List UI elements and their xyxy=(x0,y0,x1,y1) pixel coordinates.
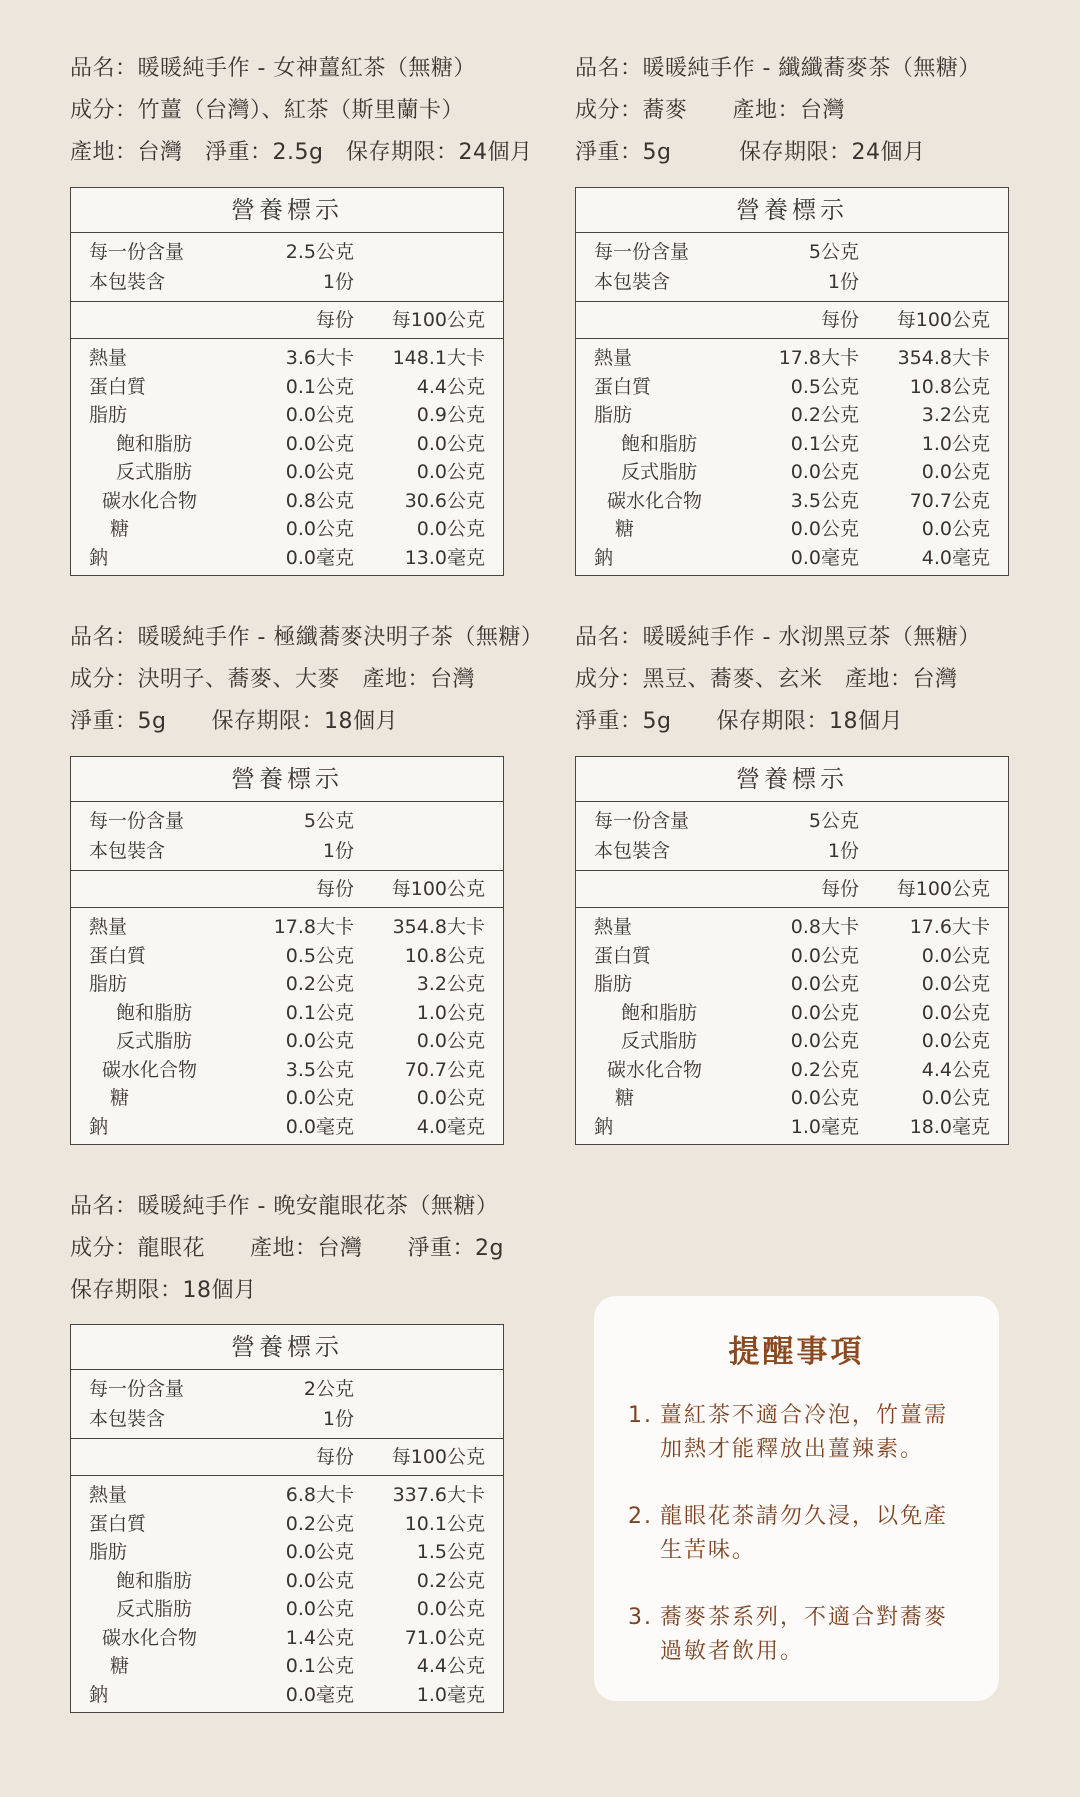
nutrient-row-trans-fat xyxy=(89,1595,485,1624)
servings-per-pack-value: 1份 xyxy=(827,840,859,862)
per-serving-value: 0.0公克 xyxy=(285,518,354,540)
nutrient-label: 蛋白質 xyxy=(89,1512,147,1535)
product-weight-shelf-life-line: 淨重：5g 保存期限：18個月 xyxy=(70,709,398,734)
per-serving-value: 17.8大卡 xyxy=(273,916,354,938)
nutrient-row-sugar xyxy=(89,1084,485,1113)
nutrient-label: 蛋白質 xyxy=(89,375,147,398)
servings-per-pack-row xyxy=(89,267,485,297)
reminder-item-text: 蕎麥茶系列，不適合對蕎麥過敏者飲用。 xyxy=(660,1605,949,1664)
nutrient-row-energy xyxy=(89,344,485,373)
per-serving-value: 0.1公克 xyxy=(285,1655,354,1677)
per-serving-value: 0.1公克 xyxy=(285,375,354,398)
serving-info xyxy=(576,233,1008,302)
product-info-cassia-buckwheat-tea xyxy=(70,617,544,743)
product-name-line: 品名：暖暖純手作 - 晚安龍眼花茶（無糖） xyxy=(70,1194,499,1219)
product-ingredients-line: 成分：竹薑（台灣）、紅茶（斯里蘭卡） xyxy=(70,98,465,123)
per-100g-value: 0.0公克 xyxy=(921,973,990,995)
nutrition-column-headers xyxy=(71,302,503,339)
per-100g-value: 71.0公克 xyxy=(404,1626,485,1649)
per-serving-value: 0.5公克 xyxy=(285,944,354,967)
per-100g-value: 0.0公克 xyxy=(921,944,990,967)
per-100g-value: 337.6大卡 xyxy=(392,1484,485,1506)
nutrient-label: 熱量 xyxy=(89,916,128,938)
serving-size-value: 2.5公克 xyxy=(285,241,354,263)
serving-info xyxy=(71,233,503,302)
reminder-list xyxy=(628,1399,999,1669)
servings-per-pack-label: 本包裝含 xyxy=(89,1408,166,1430)
per-100g-value: 4.4公克 xyxy=(921,1058,990,1081)
servings-per-pack-value: 1份 xyxy=(322,1408,354,1430)
per-100g-value: 4.0毫克 xyxy=(921,546,990,569)
reminder-item-number: 2. xyxy=(628,1504,653,1529)
nutrient-rows xyxy=(576,908,1008,1144)
nutrient-label: 碳水化合物 xyxy=(102,489,198,512)
nutrient-label: 碳水化合物 xyxy=(607,489,703,512)
nutrient-row-trans-fat xyxy=(89,458,485,487)
product-weight-shelf-life-line: 淨重：5g 保存期限：18個月 xyxy=(575,709,903,734)
per-serving-value: 0.0公克 xyxy=(790,973,859,995)
nutrient-label: 熱量 xyxy=(89,347,128,369)
nutrient-row-protein xyxy=(594,942,990,971)
nutrient-label: 飽和脂肪 xyxy=(621,432,698,455)
product-info-buckwheat-tea xyxy=(575,48,1035,174)
product-info-longan-flower-tea xyxy=(70,1186,530,1312)
nutrient-label: 飽和脂肪 xyxy=(116,1569,193,1592)
per-serving-header: 每份 xyxy=(820,878,859,900)
serving-size-label: 每一份含量 xyxy=(89,241,185,263)
product-origin-weight-line: 產地：台灣 淨重：2.5g 保存期限：24個月 xyxy=(70,140,533,165)
per-100g-value: 0.0公克 xyxy=(416,461,485,483)
nutrient-row-trans-fat xyxy=(594,458,990,487)
per-100g-value: 0.0公克 xyxy=(416,432,485,455)
nutrient-rows xyxy=(71,339,503,575)
nutrient-row-sugar xyxy=(594,515,990,544)
nutrient-label: 脂肪 xyxy=(594,973,633,995)
per-100g-value: 3.2公克 xyxy=(416,973,485,995)
per-serving-value: 0.0公克 xyxy=(790,461,859,483)
serving-size-label: 每一份含量 xyxy=(89,1378,185,1400)
reminder-item xyxy=(628,1500,999,1568)
per-100g-value: 1.0毫克 xyxy=(416,1683,485,1706)
per-serving-value: 0.5公克 xyxy=(790,375,859,398)
per-100g-value: 10.8公克 xyxy=(909,375,990,398)
per-serving-value: 0.0公克 xyxy=(285,1569,354,1592)
per-serving-value: 0.2公克 xyxy=(790,404,859,426)
per-serving-value: 0.0毫克 xyxy=(285,1683,354,1706)
nutrient-row-saturated-fat xyxy=(89,430,485,459)
servings-per-pack-value: 1份 xyxy=(827,271,859,293)
reminder-item-text: 薑紅茶不適合冷泡，竹薑需加熱才能釋放出薑辣素。 xyxy=(660,1403,949,1462)
per-serving-value: 0.0公克 xyxy=(285,1030,354,1052)
per-100g-value: 0.0公克 xyxy=(416,1030,485,1052)
serving-size-row xyxy=(89,237,485,267)
per-100g-value: 354.8大卡 xyxy=(897,347,990,369)
nutrient-row-fat xyxy=(89,1538,485,1567)
per-100g-header: 每100公克 xyxy=(391,878,485,900)
servings-per-pack-row xyxy=(89,1404,485,1434)
nutrition-table-title: 營養標示 xyxy=(71,1325,503,1370)
product-name-line: 品名：暖暖純手作 - 極纖蕎麥決明子茶（無糖） xyxy=(70,625,544,650)
nutrition-table-title: 營養標示 xyxy=(576,188,1008,233)
nutrient-row-energy xyxy=(594,913,990,942)
nutrient-row-fat xyxy=(89,401,485,430)
nutrient-label: 糖 xyxy=(110,1655,130,1677)
nutrient-row-carbohydrate xyxy=(594,1056,990,1085)
per-serving-value: 3.5公克 xyxy=(790,489,859,512)
serving-size-label: 每一份含量 xyxy=(594,241,690,263)
nutrient-row-trans-fat xyxy=(89,1027,485,1056)
per-100g-value: 10.8公克 xyxy=(404,944,485,967)
nutrient-label: 反式脂肪 xyxy=(621,461,698,483)
nutrition-table-longan-flower-tea xyxy=(70,1324,504,1713)
nutrient-row-protein xyxy=(89,1510,485,1539)
per-serving-value: 0.1公克 xyxy=(790,432,859,455)
per-serving-value: 0.0公克 xyxy=(790,518,859,540)
nutrition-table-buckwheat-tea xyxy=(575,187,1009,576)
product-name-line: 品名：暖暖純手作 - 水沏黑豆茶（無糖） xyxy=(575,625,981,650)
reminder-title: 提醒事項 xyxy=(728,1334,865,1370)
serving-size-value: 2公克 xyxy=(303,1378,354,1400)
nutrient-row-protein xyxy=(594,373,990,402)
per-serving-value: 3.6大卡 xyxy=(285,347,354,369)
per-serving-value: 0.0毫克 xyxy=(285,546,354,569)
per-100g-value: 1.5公克 xyxy=(416,1541,485,1563)
nutrient-row-energy xyxy=(89,1481,485,1510)
servings-per-pack-label: 本包裝含 xyxy=(594,271,671,293)
per-100g-value: 4.4公克 xyxy=(416,375,485,398)
servings-per-pack-row xyxy=(594,836,990,866)
nutrient-row-saturated-fat xyxy=(89,1567,485,1596)
per-100g-value: 0.0公克 xyxy=(921,1030,990,1052)
per-100g-value: 354.8大卡 xyxy=(392,916,485,938)
nutrient-row-sodium xyxy=(89,544,485,573)
nutrient-label: 糖 xyxy=(615,518,635,540)
servings-per-pack-label: 本包裝含 xyxy=(89,840,166,862)
product-name-line: 品名：暖暖純手作 - 纖纖蕎麥茶（無糖） xyxy=(575,56,981,81)
per-serving-header: 每份 xyxy=(315,309,354,331)
serving-size-label: 每一份含量 xyxy=(594,810,690,832)
per-100g-value: 1.0公克 xyxy=(416,1001,485,1024)
per-serving-header: 每份 xyxy=(820,309,859,331)
servings-per-pack-value: 1份 xyxy=(322,840,354,862)
nutrient-label: 鈉 xyxy=(89,546,109,569)
nutrient-label: 熱量 xyxy=(594,347,633,369)
serving-size-row xyxy=(594,806,990,836)
per-100g-value: 10.1公克 xyxy=(404,1512,485,1535)
serving-size-value: 5公克 xyxy=(303,810,354,832)
serving-size-value: 5公克 xyxy=(808,241,859,263)
per-serving-value: 0.1公克 xyxy=(285,1001,354,1024)
servings-per-pack-label: 本包裝含 xyxy=(594,840,671,862)
nutrient-label: 反式脂肪 xyxy=(116,1030,193,1052)
nutrient-label: 碳水化合物 xyxy=(607,1058,703,1081)
nutrient-row-fat xyxy=(89,970,485,999)
servings-per-pack-label: 本包裝含 xyxy=(89,271,166,293)
per-serving-value: 0.0公克 xyxy=(790,1030,859,1052)
per-serving-value: 0.2公克 xyxy=(285,1512,354,1535)
reminder-item xyxy=(628,1601,999,1669)
nutrient-row-protein xyxy=(89,942,485,971)
per-100g-value: 0.0公克 xyxy=(416,1598,485,1620)
per-100g-value: 0.0公克 xyxy=(416,518,485,540)
per-100g-value: 17.6大卡 xyxy=(909,916,990,938)
nutrient-row-sugar xyxy=(89,1652,485,1681)
nutrient-row-energy xyxy=(594,344,990,373)
per-serving-header: 每份 xyxy=(315,878,354,900)
nutrient-row-saturated-fat xyxy=(89,999,485,1028)
per-serving-value: 0.0公克 xyxy=(790,1001,859,1024)
nutrient-label: 反式脂肪 xyxy=(621,1030,698,1052)
per-100g-value: 148.1大卡 xyxy=(392,347,485,369)
per-serving-value: 0.0公克 xyxy=(285,1541,354,1563)
nutrient-label: 熱量 xyxy=(594,916,633,938)
nutrition-table-title: 營養標示 xyxy=(71,757,503,802)
product-ingredients-line: 成分：黑豆、蕎麥、玄米 產地：台灣 xyxy=(575,667,958,692)
nutrient-label: 脂肪 xyxy=(89,973,128,995)
nutrient-row-energy xyxy=(89,913,485,942)
nutrient-row-saturated-fat xyxy=(594,430,990,459)
nutrition-table-title: 營養標示 xyxy=(576,757,1008,802)
reminder-item-text: 龍眼花茶請勿久浸，以免產生苦味。 xyxy=(660,1504,949,1563)
nutrition-table-title: 營養標示 xyxy=(71,188,503,233)
nutrition-table-black-bean-tea xyxy=(575,756,1009,1145)
nutrient-rows xyxy=(576,339,1008,575)
nutrient-row-sodium xyxy=(89,1681,485,1710)
per-serving-value: 0.0公克 xyxy=(790,1087,859,1109)
per-100g-value: 3.2公克 xyxy=(921,404,990,426)
nutrient-rows xyxy=(71,1476,503,1712)
per-serving-header: 每份 xyxy=(315,1446,354,1468)
nutrition-table-cassia-buckwheat-tea xyxy=(70,756,504,1145)
per-serving-value: 1.0毫克 xyxy=(790,1115,859,1138)
nutrient-label: 飽和脂肪 xyxy=(116,432,193,455)
nutrient-label: 鈉 xyxy=(594,1115,614,1138)
nutrient-label: 熱量 xyxy=(89,1484,128,1506)
product-weight-shelf-life-line: 淨重：5g 保存期限：24個月 xyxy=(575,140,926,165)
nutrient-row-carbohydrate xyxy=(89,1056,485,1085)
per-serving-value: 0.0公克 xyxy=(285,1598,354,1620)
nutrient-row-carbohydrate xyxy=(89,487,485,516)
reminder-item-number: 3. xyxy=(628,1605,653,1630)
per-serving-value: 0.0公克 xyxy=(285,432,354,455)
per-serving-value: 6.8大卡 xyxy=(285,1484,354,1506)
per-100g-value: 30.6公克 xyxy=(404,489,485,512)
nutrient-row-carbohydrate xyxy=(594,487,990,516)
per-100g-header: 每100公克 xyxy=(391,1446,485,1468)
serving-info xyxy=(71,1370,503,1439)
serving-size-row xyxy=(89,806,485,836)
nutrient-row-sodium xyxy=(89,1113,485,1142)
per-100g-value: 0.0公克 xyxy=(921,1087,990,1109)
nutrition-column-headers xyxy=(71,871,503,908)
nutrient-label: 鈉 xyxy=(594,546,614,569)
nutrient-label: 糖 xyxy=(615,1087,635,1109)
nutrient-row-sugar xyxy=(89,515,485,544)
per-100g-value: 0.2公克 xyxy=(416,1569,485,1592)
nutrient-label: 脂肪 xyxy=(89,1541,128,1563)
nutrient-label: 碳水化合物 xyxy=(102,1058,198,1081)
product-shelf-life-line: 保存期限：18個月 xyxy=(70,1278,257,1303)
per-100g-value: 70.7公克 xyxy=(909,489,990,512)
product-ingredients-line: 成分：決明子、蕎麥、大麥 產地：台灣 xyxy=(70,667,476,692)
product-name-line: 品名：暖暖純手作 - 女神薑紅茶（無糖） xyxy=(70,56,476,81)
nutrition-column-headers xyxy=(576,871,1008,908)
nutrient-row-sodium xyxy=(594,544,990,573)
servings-per-pack-row xyxy=(89,836,485,866)
nutrient-label: 飽和脂肪 xyxy=(621,1001,698,1024)
product-info-black-bean-tea xyxy=(575,617,1035,743)
nutrition-table-ginger-black-tea xyxy=(70,187,504,576)
nutrient-label: 糖 xyxy=(110,1087,130,1109)
reminder-item xyxy=(628,1399,999,1467)
per-serving-value: 0.8公克 xyxy=(285,489,354,512)
serving-size-label: 每一份含量 xyxy=(89,810,185,832)
serving-info xyxy=(71,802,503,871)
per-100g-header: 每100公克 xyxy=(896,878,990,900)
nutrient-label: 脂肪 xyxy=(594,404,633,426)
per-serving-value: 1.4公克 xyxy=(285,1626,354,1649)
per-100g-value: 70.7公克 xyxy=(404,1058,485,1081)
nutrient-label: 脂肪 xyxy=(89,404,128,426)
nutrient-rows xyxy=(71,908,503,1144)
per-100g-value: 0.0公克 xyxy=(921,518,990,540)
nutrient-label: 蛋白質 xyxy=(89,944,147,967)
per-serving-value: 0.2公克 xyxy=(790,1058,859,1081)
per-serving-value: 17.8大卡 xyxy=(778,347,859,369)
nutrient-row-saturated-fat xyxy=(594,999,990,1028)
per-100g-value: 4.4公克 xyxy=(416,1655,485,1677)
per-serving-value: 0.8大卡 xyxy=(790,916,859,938)
nutrient-row-carbohydrate xyxy=(89,1624,485,1653)
per-serving-value: 0.0毫克 xyxy=(790,546,859,569)
serving-size-row xyxy=(89,1374,485,1404)
serving-info xyxy=(576,802,1008,871)
per-100g-value: 0.0公克 xyxy=(921,461,990,483)
nutrient-row-trans-fat xyxy=(594,1027,990,1056)
nutrient-row-sugar xyxy=(594,1084,990,1113)
serving-size-value: 5公克 xyxy=(808,810,859,832)
nutrient-label: 碳水化合物 xyxy=(102,1626,198,1649)
per-100g-header: 每100公克 xyxy=(896,309,990,331)
per-serving-value: 3.5公克 xyxy=(285,1058,354,1081)
per-100g-value: 0.0公克 xyxy=(921,1001,990,1024)
per-serving-value: 0.0公克 xyxy=(285,461,354,483)
per-100g-value: 18.0毫克 xyxy=(909,1115,990,1138)
per-serving-value: 0.0公克 xyxy=(285,404,354,426)
servings-per-pack-row xyxy=(594,267,990,297)
per-serving-value: 0.0公克 xyxy=(285,1087,354,1109)
nutrient-label: 反式脂肪 xyxy=(116,1598,193,1620)
product-ingredients-line: 成分：蕎麥 產地：台灣 xyxy=(575,98,846,123)
per-100g-value: 13.0毫克 xyxy=(404,546,485,569)
per-serving-value: 0.2公克 xyxy=(285,973,354,995)
per-serving-value: 0.0公克 xyxy=(790,944,859,967)
per-serving-value: 0.0毫克 xyxy=(285,1115,354,1138)
nutrient-row-protein xyxy=(89,373,485,402)
product-info-ginger-black-tea xyxy=(70,48,533,174)
nutrient-label: 鈉 xyxy=(89,1115,109,1138)
serving-size-row xyxy=(594,237,990,267)
nutrient-label: 糖 xyxy=(110,518,130,540)
reminder-item-number: 1. xyxy=(628,1403,653,1428)
nutrient-row-fat xyxy=(594,970,990,999)
per-100g-header: 每100公克 xyxy=(391,309,485,331)
nutrient-row-sodium xyxy=(594,1113,990,1142)
servings-per-pack-value: 1份 xyxy=(322,271,354,293)
per-100g-value: 1.0公克 xyxy=(921,432,990,455)
nutrition-column-headers xyxy=(71,1439,503,1476)
nutrient-row-fat xyxy=(594,401,990,430)
nutrition-column-headers xyxy=(576,302,1008,339)
per-100g-value: 4.0毫克 xyxy=(416,1115,485,1138)
per-100g-value: 0.9公克 xyxy=(416,404,485,426)
per-100g-value: 0.0公克 xyxy=(416,1087,485,1109)
product-ingredients-line: 成分：龍眼花 產地：台灣 淨重：2g xyxy=(70,1236,504,1261)
nutrient-label: 飽和脂肪 xyxy=(116,1001,193,1024)
nutrient-label: 鈉 xyxy=(89,1683,109,1706)
nutrient-label: 反式脂肪 xyxy=(116,461,193,483)
nutrient-label: 蛋白質 xyxy=(594,944,652,967)
reminder-card xyxy=(594,1296,999,1701)
nutrient-label: 蛋白質 xyxy=(594,375,652,398)
